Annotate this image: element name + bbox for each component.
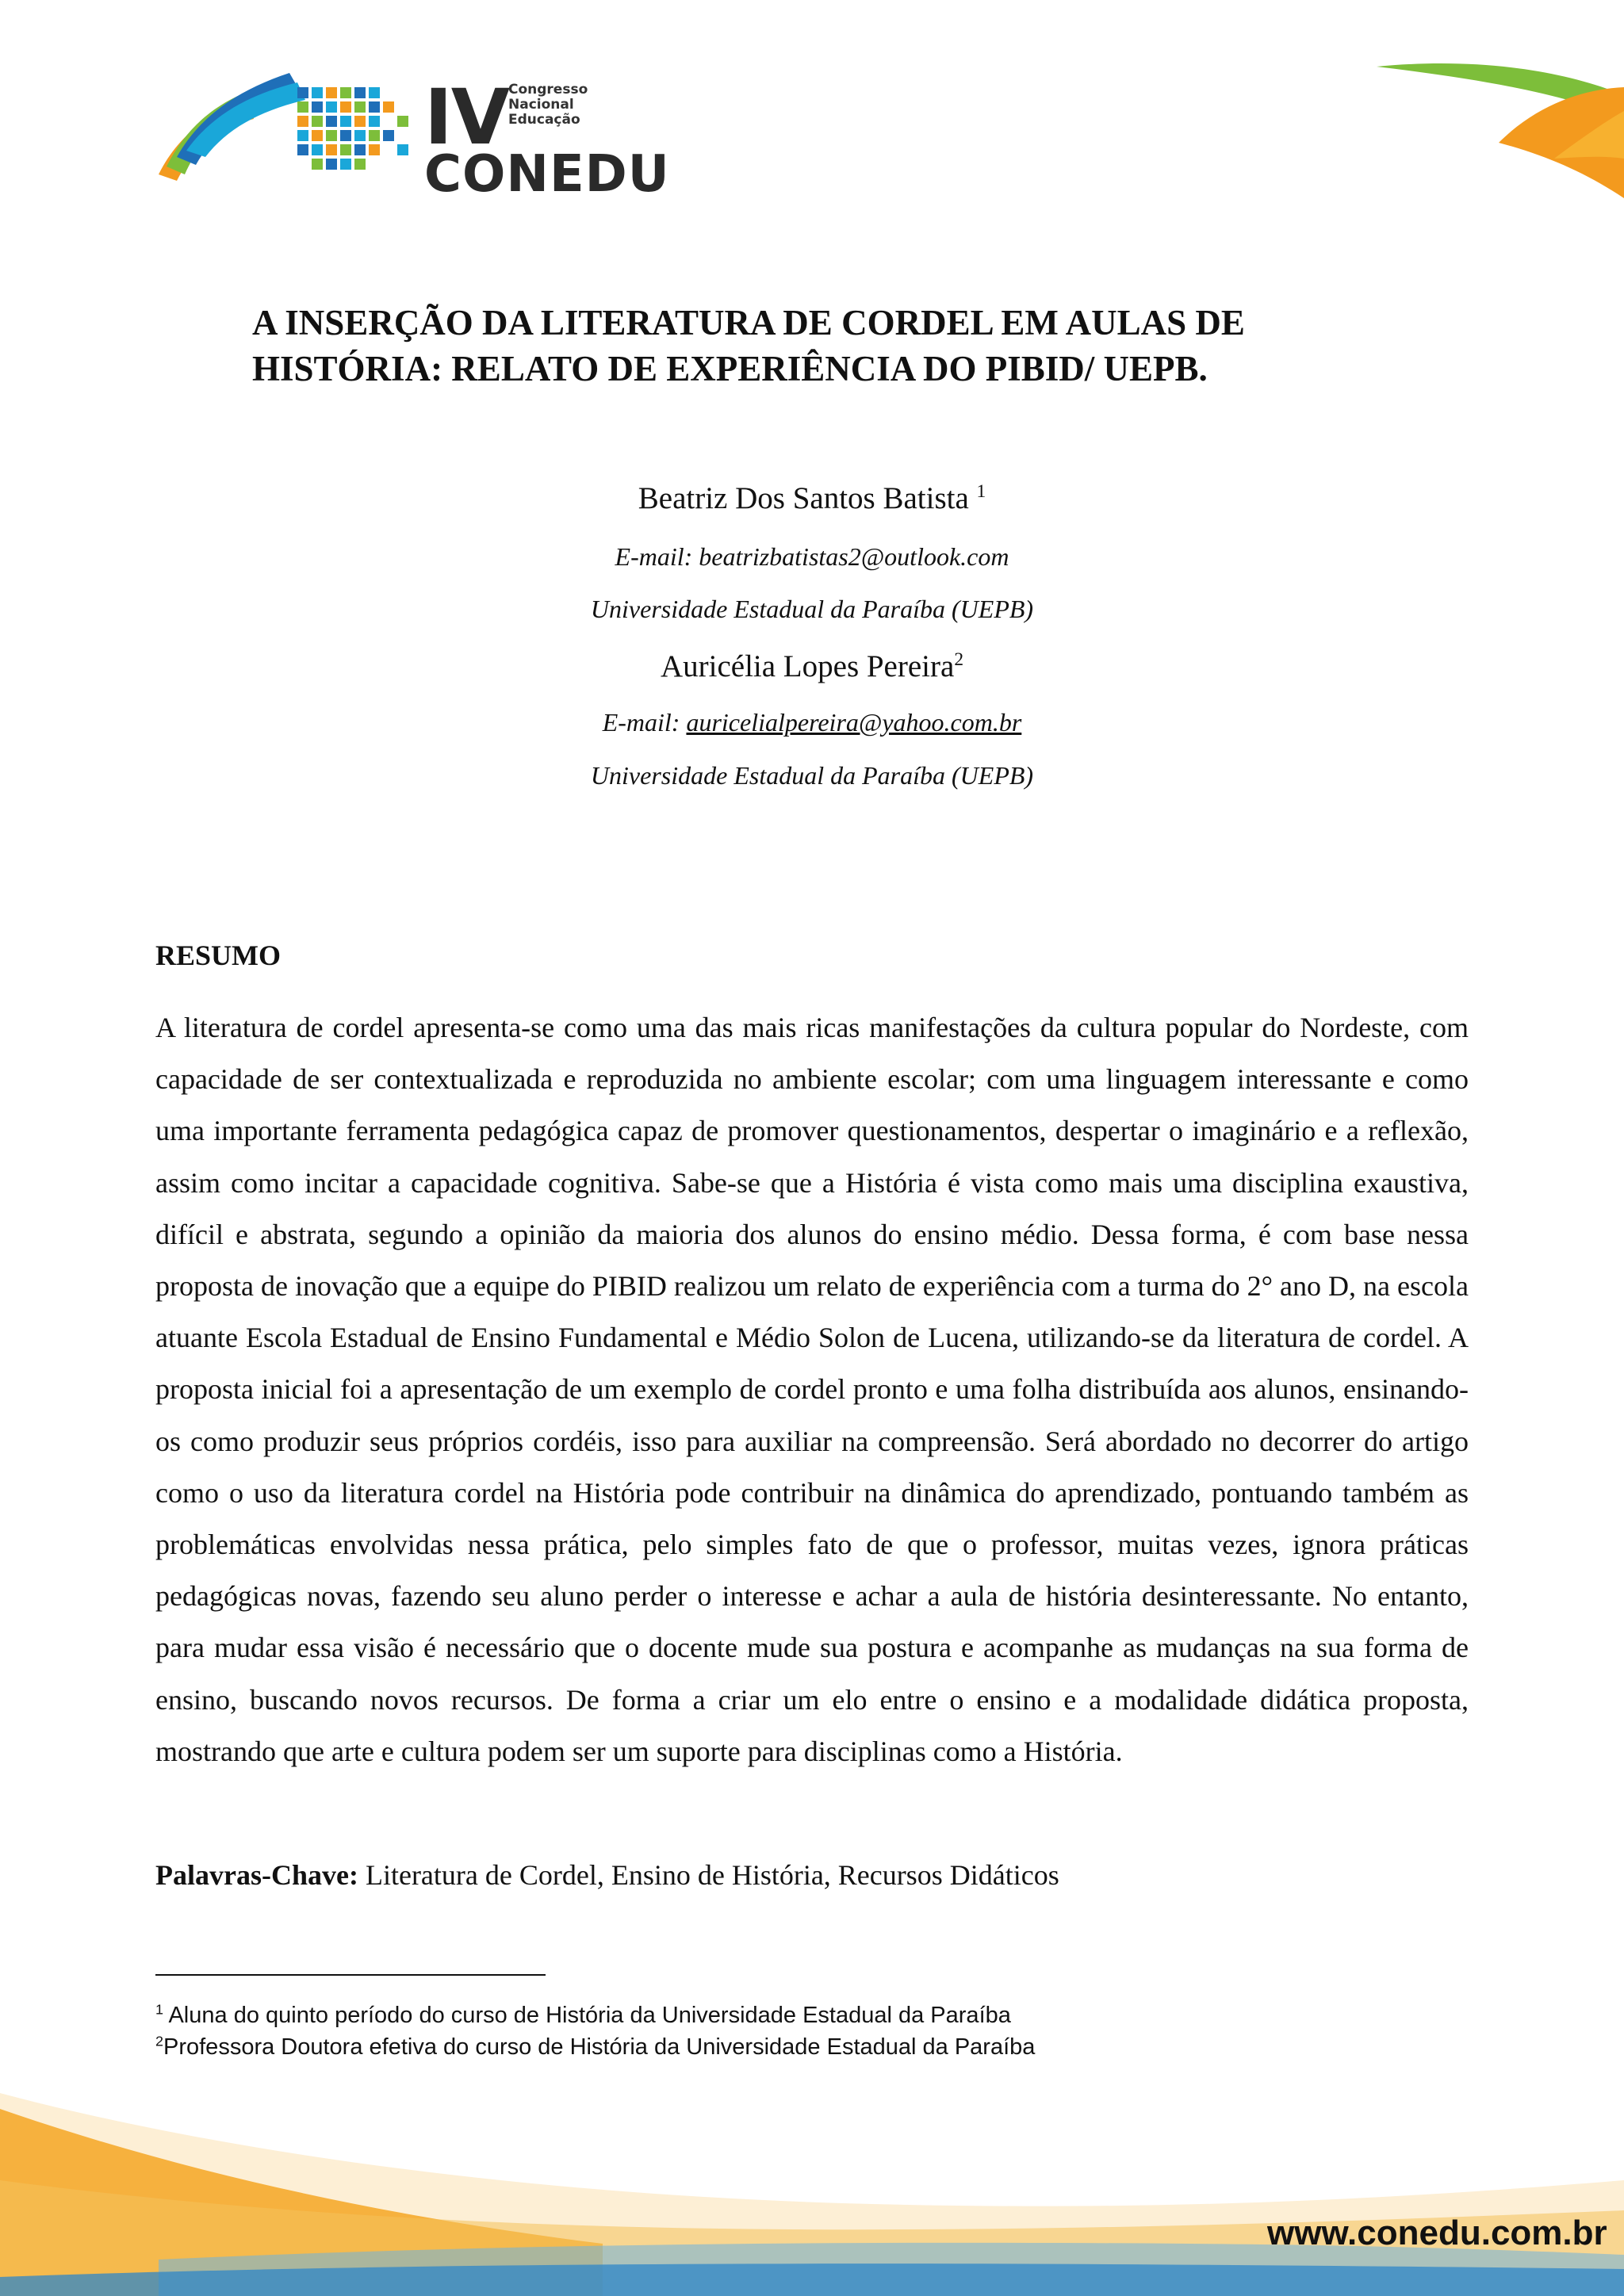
email-link[interactable]: auricelialpereira@yahoo.com.br — [686, 708, 1022, 737]
footnote — [155, 2031, 1035, 2063]
email-label: E-mail: — [602, 708, 680, 737]
author-email — [0, 708, 1624, 737]
abstract-body: A literatura de cordel apresenta-se como uma das mais ricas manifestações da cultura popular do Nordeste, com capacidade de ser contextualizada e reproduzida no ambiente escolar; com uma linguagem interessante e como uma importante ferramenta pedagógica capaz de promover questionamentos, despertar o imaginário e a reflexão, assim como incitar a capacidade cognitiva. Sabe-se que a História é vista como mais uma disciplina exaustiva, difícil e abstrata, segundo a opinião da maioria dos alunos do ensino médio. Dessa forma, é com base nessa proposta de inovação que a equipe do PIBID realizou um relato de experiência com a turma do 2° ano D, na escola atuante Escola Estadual de Ensino Fundamental e Médio Solon de Lucena, utilizando-se da literatura de cordel. A proposta inicial foi a apresentação de um exemplo de cordel pronto e uma folha distribuída aos alunos, ensinando-os como produzir seus próprios cordéis, isso para auxiliar na compreensão. Será abordado no decorrer do artigo como o uso da literatura cordel na História pode contribuir na dinâmica do aprendizado, pontuando também as problemáticas envolvidas nessa prática, pelo simples fato de que o professor, muitas vezes, ignora práticas pedagógicas novas, fazendo seu aluno perder o interesse e achar a aula de história desinteressante. No entanto, para mudar essa visão é necessário que o docente mude sua postura e acompanhe as mudanças na sua forma de ensino, buscando novos recursos. De forma a criar um elo entre o ensino e a modalidade didática proposta, mostrando que arte e cultura podem ser um suporte para disciplinas como a História. — [155, 1012, 1469, 1767]
keywords-line — [155, 1858, 1059, 1892]
author-email — [0, 542, 1624, 572]
author-affiliation: Universidade Estadual da Paraíba (UEPB) — [590, 761, 1034, 790]
logo-numeral: IV — [424, 73, 509, 162]
top-right-swoosh-graphic — [1348, 0, 1624, 238]
footnote-text: Professora Doutora efetiva do curso de História da Universidade Estadual da Paraíba — [163, 2034, 1036, 2060]
author-footnote-mark: 2 — [954, 649, 964, 670]
author-name — [0, 649, 1624, 684]
logo-congress-lines — [508, 82, 588, 128]
footnote-mark: 1 — [155, 2001, 163, 2018]
paper-title: A INSERÇÃO DA LITERATURA DE CORDEL EM AULAS DE HISTÓRIA: RELATO DE EXPERIÊNCIA DO PIBID/ UEPB. — [252, 303, 1245, 388]
email-address[interactable]: beatrizbatistas2@outlook.com — [699, 542, 1009, 571]
keywords-value: Literatura de Cordel, Ensino de História, Recursos Didáticos — [365, 1859, 1059, 1891]
author-name-text: Beatriz Dos Santos Batista — [638, 481, 969, 515]
logo-acronym: CONEDU — [424, 145, 670, 204]
keywords-label: Palavras-Chave: — [155, 1859, 358, 1891]
footnote-mark: 2 — [155, 2033, 163, 2049]
author-footnote-mark: 1 — [976, 481, 986, 502]
footnote-text: Aluna do quinto período do curso de História da Universidade Estadual da Paraíba — [168, 2003, 1011, 2028]
author-name-text: Auricélia Lopes Pereira — [660, 649, 955, 683]
footnote — [155, 1999, 1011, 2031]
logo-line: Congresso — [508, 82, 588, 98]
author-name — [0, 480, 1624, 516]
footnote-separator — [155, 1974, 546, 1976]
footer-website-link[interactable]: www.conedu.com.br — [1267, 2214, 1607, 2252]
author-affiliation: Universidade Estadual da Paraíba (UEPB) — [590, 595, 1034, 623]
bottom-wave-graphic — [0, 2061, 1624, 2296]
logo-wordmark — [424, 73, 670, 204]
abstract-heading: RESUMO — [155, 939, 282, 971]
logo-line: Nacional — [508, 97, 574, 113]
logo-line: Educação — [508, 112, 580, 128]
email-label: E-mail: — [615, 542, 693, 571]
